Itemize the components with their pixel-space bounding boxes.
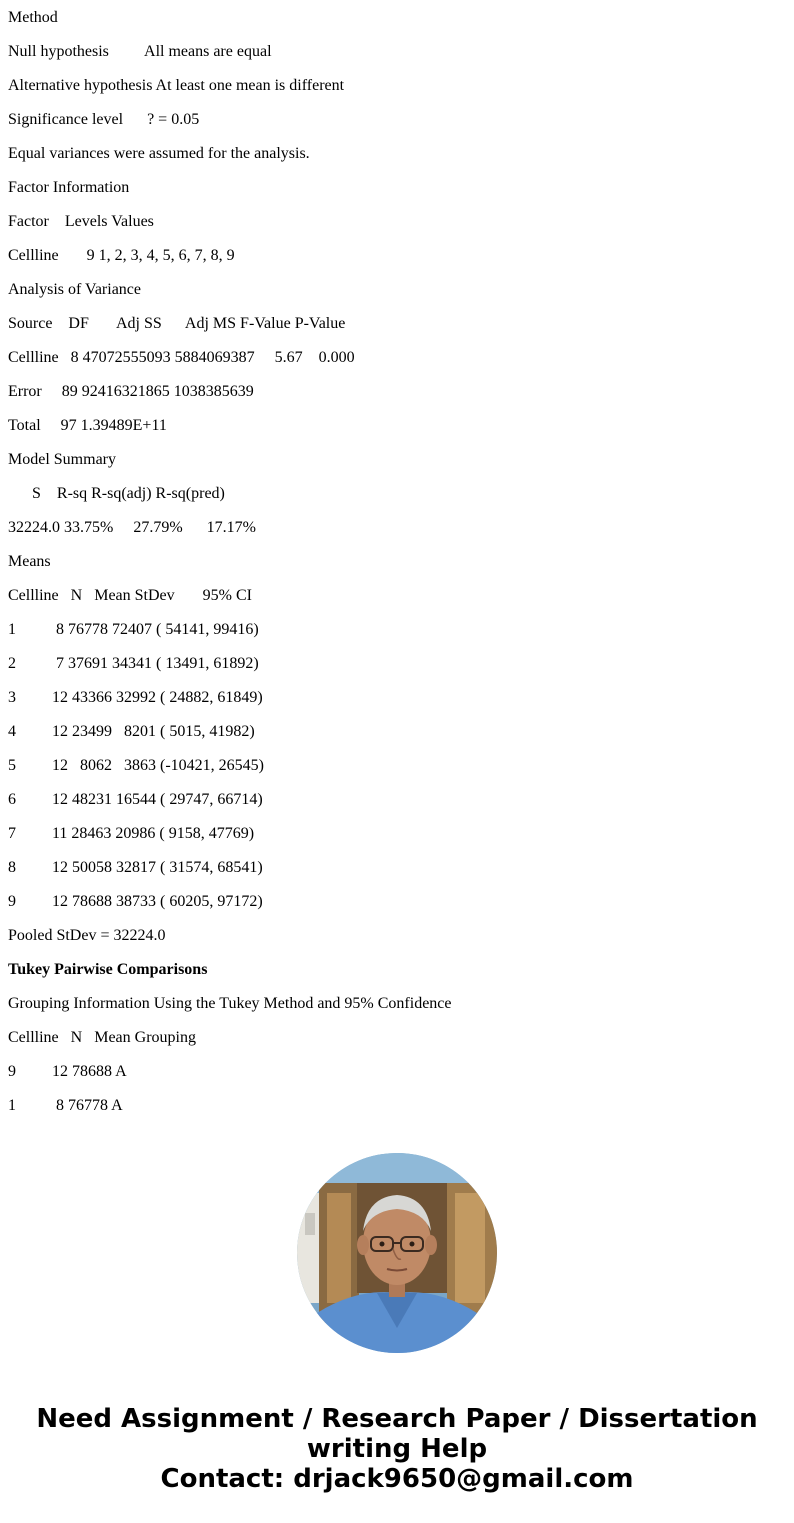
ad-contact-line: Contact: drjack9650@gmail.com xyxy=(160,1464,634,1494)
minitab-output xyxy=(8,8,786,1130)
output-line: Total 97 1.39489E+11 xyxy=(8,417,167,434)
output-line: 7 11 28463 20986 ( 9158, 47769) xyxy=(8,825,255,842)
output-line: Alternative hypothesis At least one mean is different xyxy=(8,77,345,94)
output-line: Model Summary xyxy=(8,451,116,468)
output-line: Significance level ? = 0.05 xyxy=(8,111,200,128)
output-line: Equal variances were assumed for the analysis. xyxy=(8,145,310,162)
author-photo xyxy=(297,1153,497,1353)
output-line: S R-sq R-sq(adj) R-sq(pred) xyxy=(8,485,225,502)
output-line: Cellline 8 47072555093 5884069387 5.67 0.000 xyxy=(8,349,355,366)
portrait-image xyxy=(297,1153,497,1353)
output-line: 32224.0 33.75% 27.79% 17.17% xyxy=(8,519,256,536)
output-line: Method xyxy=(8,9,58,26)
output-line: 6 12 48231 16544 ( 29747, 66714) xyxy=(8,791,263,808)
output-line: Source DF Adj SS Adj MS F-Value P-Value xyxy=(8,315,346,332)
output-line: Error 89 92416321865 1038385639 xyxy=(8,383,254,400)
output-line: Factor Levels Values xyxy=(8,213,154,230)
ad-line-2: writing Help xyxy=(306,1434,488,1464)
output-line: Null hypothesis All means are equal xyxy=(8,43,272,60)
output-line: Cellline 9 1, 2, 3, 4, 5, 6, 7, 8, 9 xyxy=(8,247,235,264)
output-line: Pooled StDev = 32224.0 xyxy=(8,927,166,944)
output-line: 3 12 43366 32992 ( 24882, 61849) xyxy=(8,689,263,706)
output-line: 1 8 76778 A xyxy=(8,1097,123,1114)
output-line: 8 12 50058 32817 ( 31574, 68541) xyxy=(8,859,263,876)
help-advertisement xyxy=(0,1404,794,1494)
ad-line-1: Need Assignment / Research Paper / Dissertation xyxy=(36,1404,758,1434)
output-line: Cellline N Mean Grouping xyxy=(8,1029,196,1046)
output-line: Cellline N Mean StDev 95% CI xyxy=(8,587,252,604)
output-line: Factor Information xyxy=(8,179,130,196)
output-line: 9 12 78688 38733 ( 60205, 97172) xyxy=(8,893,263,910)
output-line: Analysis of Variance xyxy=(8,281,141,298)
output-line: Means xyxy=(8,553,51,570)
output-line: Grouping Information Using the Tukey Method and 95% Confidence xyxy=(8,995,452,1012)
output-line: 2 7 37691 34341 ( 13491, 61892) xyxy=(8,655,259,672)
output-line: 9 12 78688 A xyxy=(8,1063,127,1080)
output-line: 1 8 76778 72407 ( 54141, 99416) xyxy=(8,621,259,638)
output-line: 4 12 23499 8201 ( 5015, 41982) xyxy=(8,723,255,740)
output-line: 5 12 8062 3863 (-10421, 26545) xyxy=(8,757,264,774)
section-heading: Tukey Pairwise Comparisons xyxy=(8,961,208,978)
